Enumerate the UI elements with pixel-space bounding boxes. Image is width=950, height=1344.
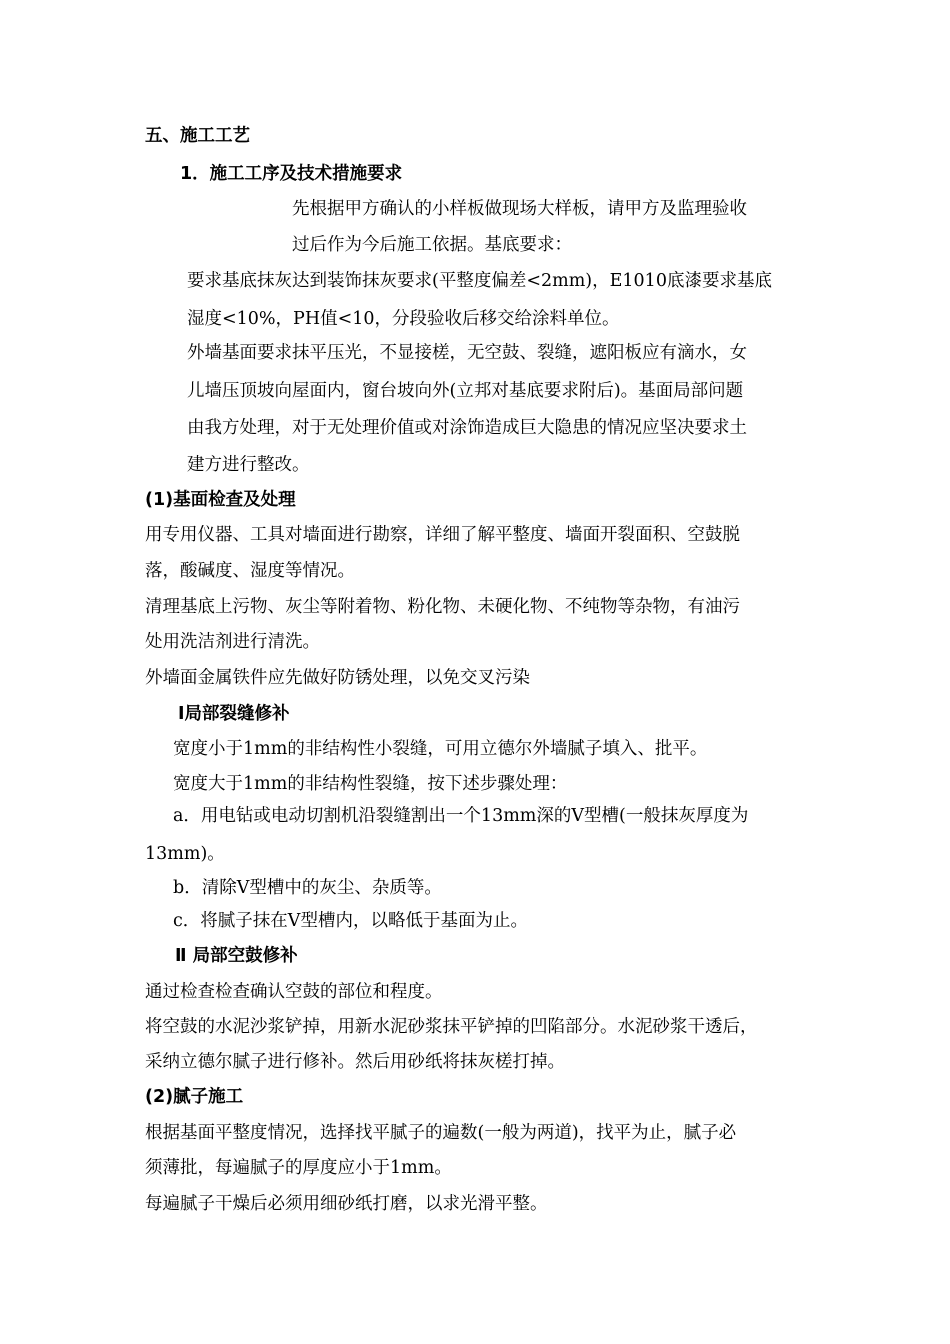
- heading-crack-repair: Ⅰ局部裂缝修补: [178, 704, 290, 724]
- paragraph-line: 每遍腻子干燥后必须用细砂纸打磨，以求光滑平整。: [145, 1194, 548, 1214]
- paragraph-line: c．将腻子抹在V型槽内，以略低于基面为止。: [173, 911, 528, 931]
- paragraph-line: 落，酸碱度、湿度等情况。: [145, 561, 355, 581]
- paragraph-line: 建方进行整改。: [187, 455, 310, 475]
- heading-base-inspection: (1)基面检查及处理: [145, 490, 296, 510]
- paragraph-line: 要求基底抹灰达到装饰抹灰要求(平整度偏差<2mm)，E1010底漆要求基底: [187, 271, 772, 291]
- paragraph-line: 儿墙压顶坡向屋面内，窗台坡向外(立邦对基底要求附后)。基面局部问题: [187, 381, 744, 401]
- heading-putty-application: (2)腻子施工: [145, 1087, 244, 1107]
- paragraph-line: 外墙基面要求抹平压光，不显接槎，无空鼓、裂缝，遮阳板应有滴水，女: [187, 343, 747, 363]
- paragraph-line: 通过检查检查确认空鼓的部位和程度。: [145, 982, 443, 1002]
- paragraph-line: 13mm)。: [145, 844, 225, 864]
- paragraph-line: 须薄批，每遍腻子的厚度应小于1mm。: [145, 1158, 452, 1178]
- paragraph-line: 处用洗洁剂进行清洗。: [145, 632, 320, 652]
- paragraph-line: 宽度大于1mm的非结构性裂缝，按下述步骤处理：: [173, 774, 568, 794]
- paragraph-line: 宽度小于1mm的非结构性小裂缝，可用立德尔外墙腻子填入、批平。: [173, 739, 708, 759]
- paragraph-line: 湿度<10%，PH值<10，分段验收后移交给涂料单位。: [187, 309, 620, 329]
- paragraph-line: a．用电钻或电动切割机沿裂缝割出一个13mm深的V型槽(一般抹灰厚度为: [173, 806, 749, 826]
- paragraph-line: 由我方处理，对于无处理价值或对涂饰造成巨大隐患的情况应坚决要求土: [187, 418, 747, 438]
- section-title: 五、施工工艺: [145, 126, 250, 146]
- paragraph-line: 采纳立德尔腻子进行修补。然后用砂纸将抹灰槎打掉。: [145, 1052, 565, 1072]
- paragraph-line: 外墙面金属铁件应先做好防锈处理，以免交叉污染: [145, 668, 530, 688]
- paragraph-line: 清理基底上污物、灰尘等附着物、粉化物、未硬化物、不纯物等杂物，有油污: [145, 597, 740, 617]
- heading-hollow-repair: Ⅱ 局部空鼓修补: [175, 946, 298, 966]
- paragraph-line: 将空鼓的水泥沙浆铲掉，用新水泥砂浆抹平铲掉的凹陷部分。水泥砂浆干透后，: [145, 1017, 758, 1037]
- paragraph-line: b．清除V型槽中的灰尘、杂质等。: [173, 878, 442, 898]
- subsection-title: 1．施工工序及技术措施要求: [180, 164, 403, 184]
- paragraph-line: 用专用仪器、工具对墙面进行勘察，详细了解平整度、墙面开裂面积、空鼓脱: [145, 525, 740, 545]
- paragraph-line: 过后作为今后施工依据。基底要求：: [292, 235, 572, 255]
- paragraph-line: 根据基面平整度情况，选择找平腻子的遍数(一般为两道)，找平为止，腻子必: [145, 1123, 737, 1143]
- paragraph-line: 先根据甲方确认的小样板做现场大样板，请甲方及监理验收: [292, 199, 747, 219]
